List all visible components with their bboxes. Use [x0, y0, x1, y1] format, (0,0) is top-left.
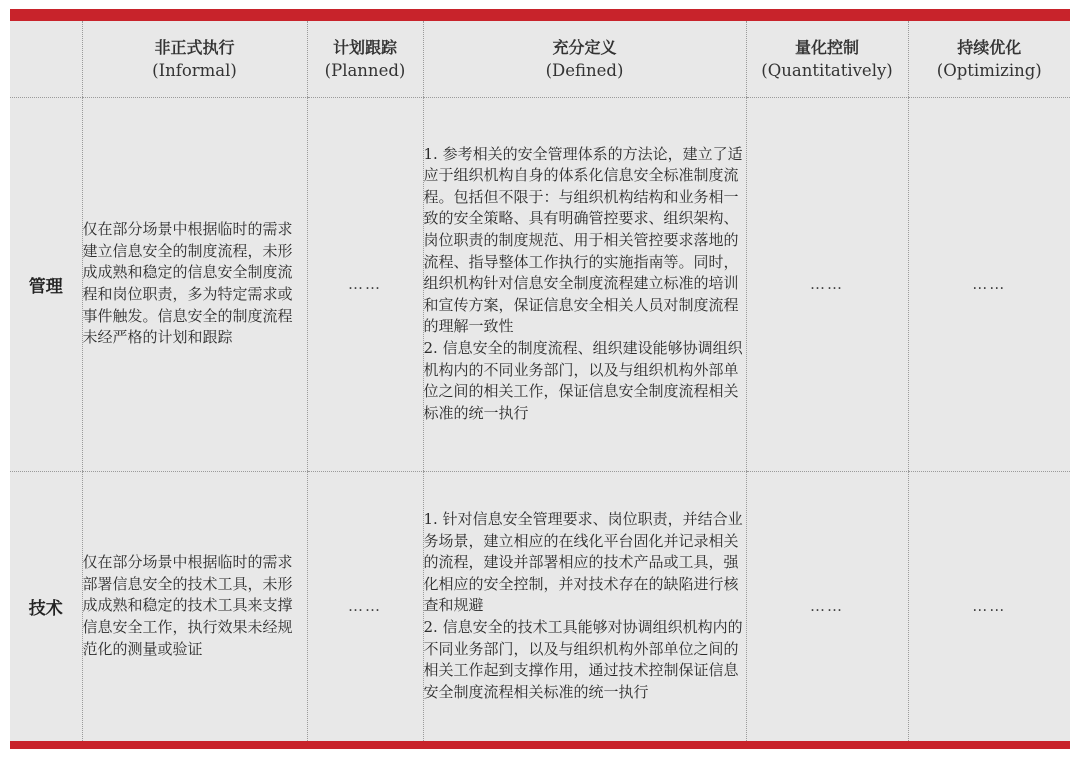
header-planned	[307, 21, 423, 97]
technology-informal-cell: 仅在部分场景中根据临时的需求部署信息安全的技术工具，未形成成熟和稳定的技术工具来支撑信息安全工作，执行效果未经规范化的测量或验证	[82, 471, 307, 741]
header-defined	[423, 21, 746, 97]
technology-optimizing-cell: ……	[908, 471, 1070, 741]
technology-planned-cell: ……	[307, 471, 423, 741]
management-planned-cell: ……	[307, 97, 423, 471]
management-optimizing-cell: ……	[908, 97, 1070, 471]
header-informal	[82, 21, 307, 97]
technology-defined-cell	[423, 471, 746, 741]
management-quantitative-cell: ……	[746, 97, 908, 471]
table-row-management	[10, 97, 1070, 471]
defined-item-2: 2. 信息安全的制度流程、组织建设能够协调组织机构内的不同业务部门，以及与组织机构外部单位之间的相关工作，保证信息安全制度流程相关标准的统一执行	[423, 338, 743, 422]
header-en: (Informal)	[152, 60, 237, 80]
header-zh: 量化控制	[794, 37, 859, 57]
header-en: (Optimizing)	[936, 60, 1042, 80]
management-informal-cell: 仅在部分场景中根据临时的需求建立信息安全的制度流程，未形成成熟和稳定的信息安全制度流程和岗位职责，多为特定需求或事件触发。信息安全的制度流程未经严格的计划和跟踪	[82, 97, 307, 471]
row-label-technology: 技术	[28, 598, 63, 619]
header-corner	[10, 21, 82, 97]
top-accent-bar	[10, 9, 1070, 21]
header-en: (Planned)	[324, 60, 406, 80]
header-quantitative	[746, 21, 908, 97]
table-header-row	[10, 21, 1070, 97]
table-row-technology	[10, 471, 1070, 741]
header-zh: 非正式执行	[154, 37, 235, 57]
header-en: (Defined)	[545, 60, 624, 80]
header-zh: 充分定义	[552, 37, 617, 57]
header-zh: 持续优化	[957, 37, 1022, 57]
header-optimizing	[908, 21, 1070, 97]
defined-item-1: 1. 参考相关的安全管理体系的方法论，建立了适应于组织机构自身的体系化信息安全标准制度流程。包括但不限于：与组织机构结构和业务相一致的安全策略、具有明确管控要求、组织架构、岗位职责的制度规范、用于相关管控要求落地的流程、指导整体工作执行的实施指南等。同时，组织机构针对信息安全制度流程建立标准的培训和宣传方案，保证信息安全相关人员对制度流程的理解一致性	[423, 144, 743, 336]
management-defined-cell	[423, 97, 746, 471]
defined-item-1: 1. 针对信息安全管理要求、岗位职责，并结合业务场景，建立相应的在线化平台固化并记录相关的流程，建设并部署相应的技术产品或工具，强化相应的安全控制，并对技术存在的缺陷进行核查和规避	[423, 510, 743, 615]
maturity-model-table	[10, 21, 1070, 741]
header-zh: 计划跟踪	[332, 37, 397, 57]
row-label-management: 管理	[10, 97, 82, 471]
technology-quantitative-cell: ……	[746, 471, 908, 741]
defined-item-2: 2. 信息安全的技术工具能够对协调组织机构内的不同业务部门，以及与组织机构外部单位之间的相关工作起到支撑作用，通过技术控制保证信息安全制度流程相关标准的统一执行	[423, 618, 743, 701]
header-en: (Quantitatively)	[761, 60, 893, 80]
bottom-accent-bar	[10, 741, 1070, 749]
